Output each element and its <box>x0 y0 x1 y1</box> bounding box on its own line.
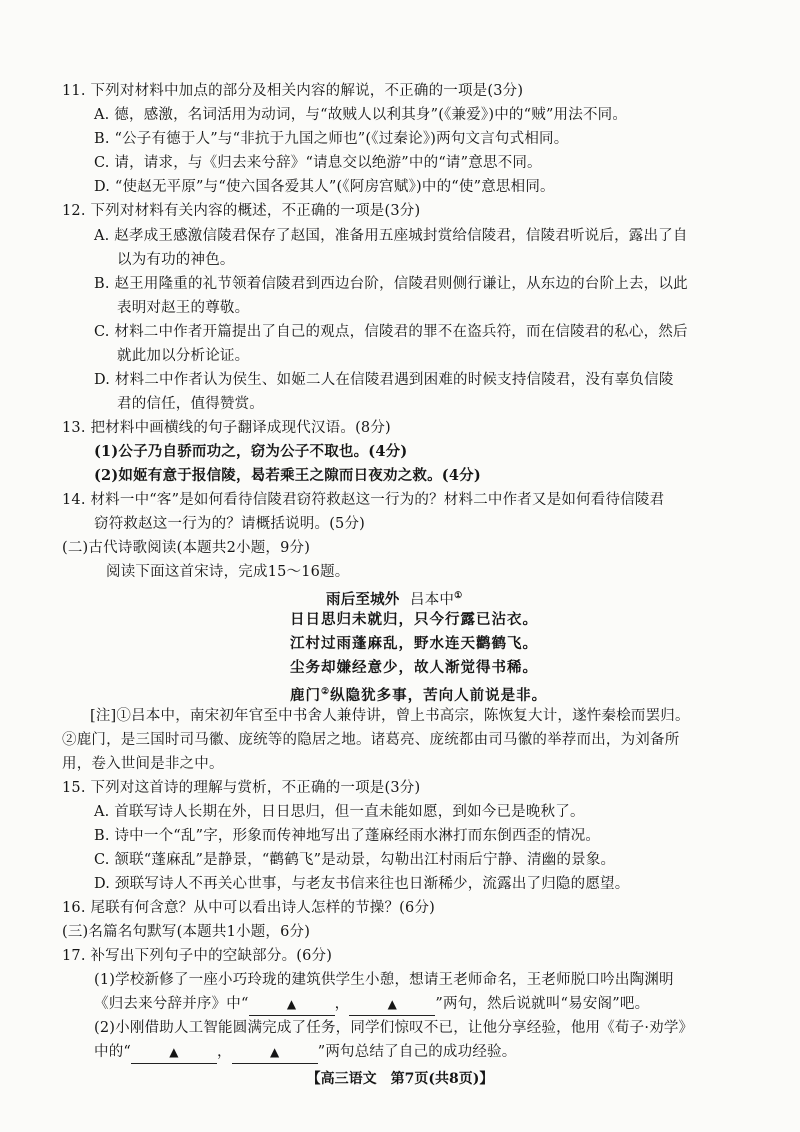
triangle-marker-icon: ▲ <box>169 1045 179 1059</box>
q11-option-b: B. “公子有德于人”与“非抗于九国之师也”(《过秦论》)两句文言句式相同。 <box>94 131 569 147</box>
q12-option-b-line2: 表明对赵王的尊敬。 <box>117 300 250 316</box>
poem-line-3: 尘务却嫌经意少，故人渐觉得书稀。 <box>290 659 538 676</box>
q12-option-a-line2: 以为有功的神色。 <box>117 252 235 268</box>
poem-line-2: 江村过雨蓬麻乱，野水连天鹳鹤飞。 <box>290 635 538 652</box>
q15-option-b: B. 诗中一个“乱”字，形象而传神地写出了蓬麻经雨水淋打而东倒西歪的情况。 <box>94 828 601 844</box>
q17-part2-line2: 中的“ ▲ ， ▲ ”两句总结了自己的成功经验。 <box>94 1041 516 1064</box>
q16-stem: 16. 尾联有何含意？从中可以看出诗人怎样的节操？(6分) <box>62 900 436 916</box>
q12-stem: 12. 下列对材料有关内容的概述，不正确的一项是(3分) <box>62 203 421 219</box>
q15-option-d: D. 颈联写诗人不再关心世事，与老友书信来往也日渐稀少，流露出了归隐的愿望。 <box>94 876 630 892</box>
q13-sentence-2: (2)如姬有意于报信陵，曷若乘王之隙而日夜劝之救。(4分) <box>94 467 481 484</box>
poem-note-line3: 用，卷入世间是非之中。 <box>62 756 224 772</box>
poem-title: 雨后至城外 <box>326 590 400 608</box>
q12-option-a-line1: A. 赵孝成王感激信陵君保存了赵国，准备用五座城封赏给信陵君，信陵君听说后，露出了自 <box>94 228 688 244</box>
poem-line-4: 鹿门②纵隐犹多事，苦向人前说是非。 <box>290 686 548 704</box>
q14-line2: 窃符救赵这一行为的？请概括说明。(5分) <box>94 516 366 532</box>
q13-sentence-1: (1)公子乃自骄而功之，窃为公子不取也。(4分) <box>94 443 408 460</box>
poem-note-line2: ②鹿门，是三国时司马徽、庞统等的隐居之地。诸葛亮、庞统都由司马徽的举荐而出，为刘备所 <box>62 732 680 748</box>
q14-line1: 14. 材料一中“客”是如何看待信陵君窃符救赵这一行为的？材料二中作者又是如何看待信陵君 <box>62 492 665 508</box>
section-2-title: (二)古代诗歌阅读(本题共2小题，9分) <box>62 540 311 556</box>
q11-option-c: C. 请，请求，与《归去来兮辞》“请息交以绝游”中的“请”意思不同。 <box>94 155 542 171</box>
q11-stem: 11. 下列对材料中加点的部分及相关内容的解说，不正确的一项是(3分) <box>62 83 524 99</box>
answer-blank-3[interactable] <box>131 1041 217 1064</box>
q12-option-c-line1: C. 材料二中作者开篇提出了自己的观点，信陵君的罪不在盗兵符，而在信陵君的私心，然后 <box>94 324 688 340</box>
answer-blank-2[interactable] <box>349 993 435 1016</box>
triangle-marker-icon: ▲ <box>286 997 297 1011</box>
answer-blank-4[interactable] <box>232 1041 318 1064</box>
q13-stem: 13. 把材料中画横线的句子翻译成现代汉语。(8分) <box>62 420 391 436</box>
q12-option-c-line2: 就此加以分析论证。 <box>117 348 250 364</box>
q15-option-a: A. 首联写诗人长期在外，日日思归，但一直未能如愿，到如今已是晚秋了。 <box>94 804 585 820</box>
poem-line-1: 日日思归未就归，只今行露已沾衣。 <box>290 611 538 628</box>
section-3-title: (三)名篇名句默写(本题共1小题，6分) <box>62 924 311 940</box>
triangle-marker-icon: ▲ <box>270 1045 280 1059</box>
q15-stem: 15. 下列对这首诗的理解与赏析，不正确的一项是(3分) <box>62 780 421 796</box>
poem-author: 吕本中 <box>410 591 455 608</box>
q12-option-b-line1: B. 赵王用隆重的礼节领着信陵君到西边台阶，信陵君则侧行谦让，从东边的台阶上去，以此 <box>94 276 688 292</box>
poem-author-note: ① <box>454 591 463 601</box>
triangle-marker-icon: ▲ <box>387 997 398 1011</box>
q11-option-d: D. “使赵无平原”与“使六国各爱其人”(《阿房宫赋》)中的“使”意思相同。 <box>94 179 555 195</box>
q11-option-a: A. 德，感激，名词活用为动词，与“故贼人以利其身”(《兼爱》)中的“贼”用法不同。 <box>94 107 628 123</box>
poem-note-line1: [注]①吕本中，南宋初年官至中书舍人兼侍讲，曾上书高宗，陈恢复大计，遂忤秦桧而罢归。 <box>90 708 690 724</box>
answer-blank-1[interactable] <box>249 993 335 1016</box>
q17-part1-line1: (1)学校新修了一座小巧玲珑的建筑供学生小憩，想请王老师命名，王老师脱口吟出陶渊明 <box>94 972 674 988</box>
q12-option-d-line1: D. 材料二中作者认为侯生、如姬二人在信陵君遇到困难的时候支持信陵君，没有辜负信陵 <box>94 372 674 388</box>
poem-title-line <box>326 585 462 611</box>
q17-part1-line2: 《归去来兮辞并序》中“ ▲ ， ▲ ”两句，然后说就叫“易安阁”吧。 <box>94 993 649 1016</box>
q12-option-d-line2: 君的信任，值得赞赏。 <box>117 396 264 412</box>
q17-stem: 17. 补写出下列句子中的空缺部分。(6分) <box>62 948 333 964</box>
page-footer: 【高三语文 第7页(共8页)】 <box>306 1071 494 1087</box>
q17-part2-line1: (2)小刚借助人工智能圆满完成了任务，同学们惊叹不已，让他分享经验，他用《荀子·劝学》 <box>94 1020 694 1036</box>
section-2-intro: 阅读下面这首宋诗，完成15～16题。 <box>106 564 350 580</box>
q15-option-c: C. 颔联“蓬麻乱”是静景，“鹳鹤飞”是动景，勾勒出江村雨后宁静、清幽的景象。 <box>94 852 616 868</box>
